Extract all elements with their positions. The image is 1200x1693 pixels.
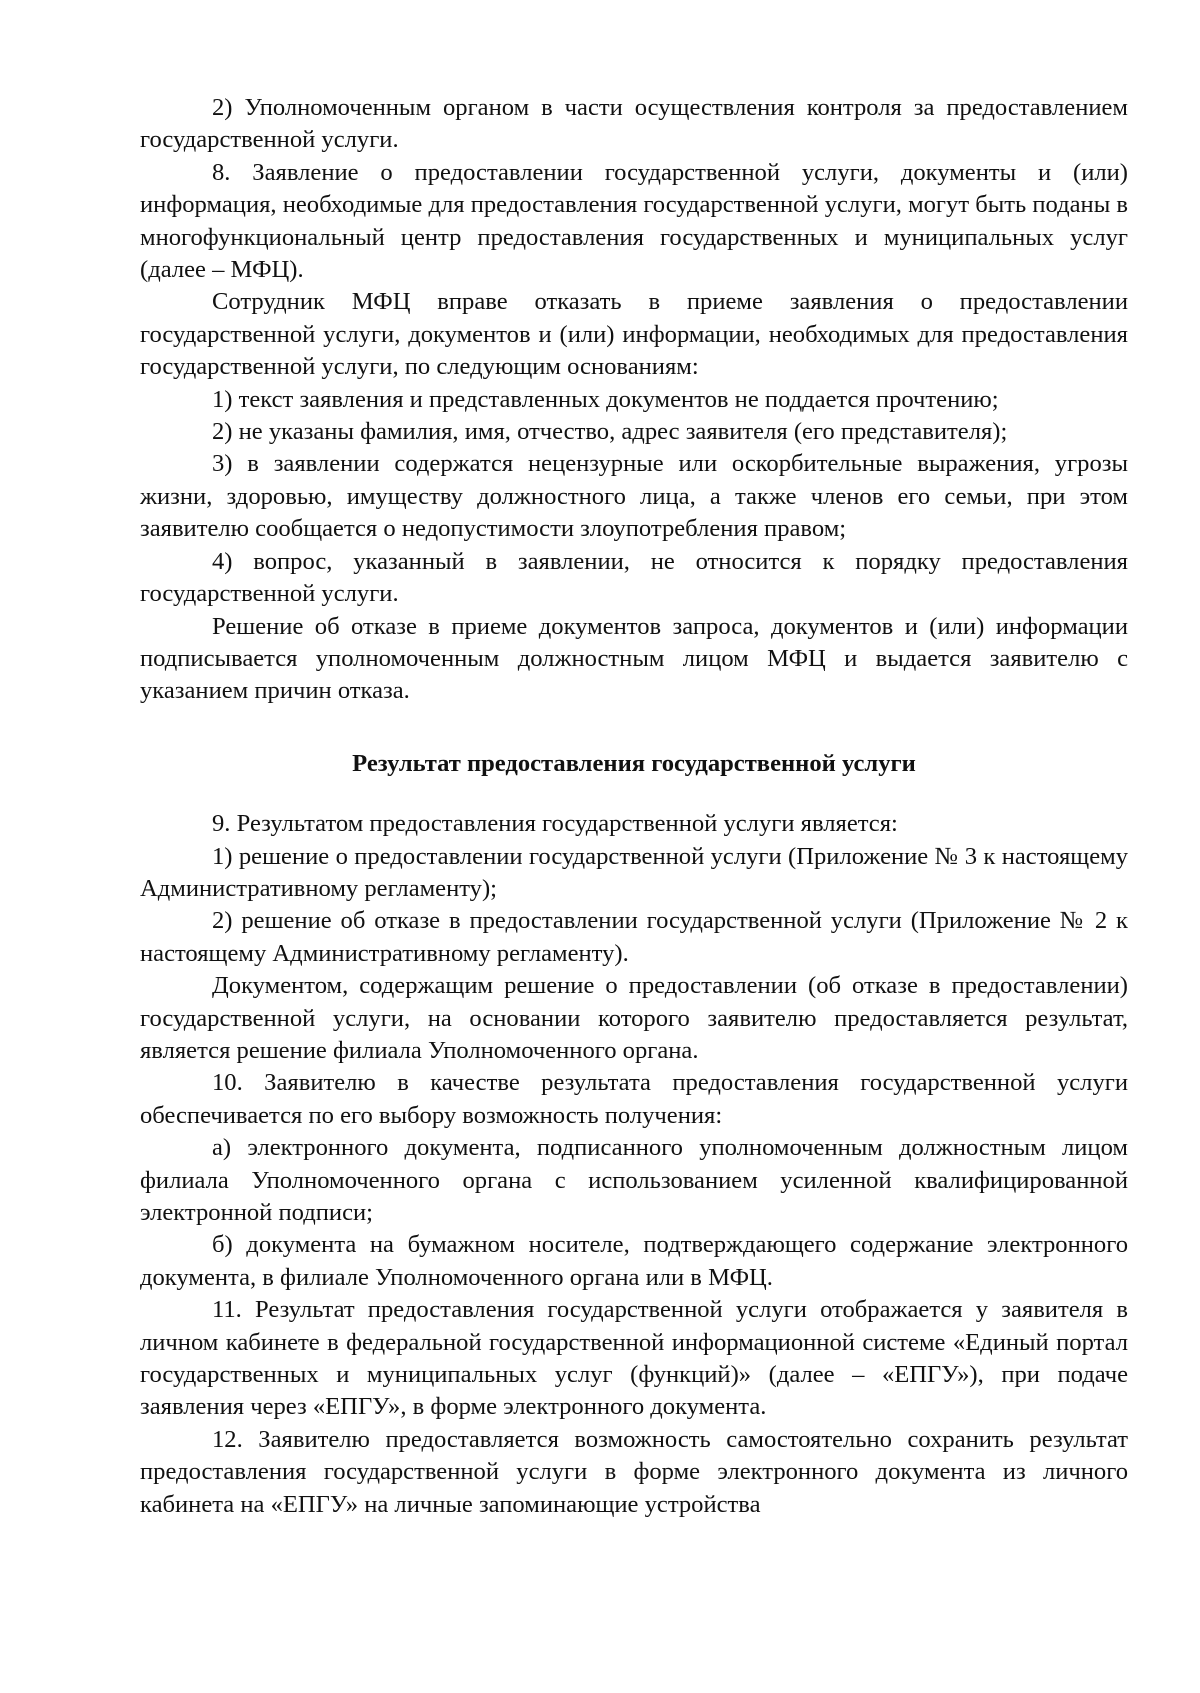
paragraph: 4) вопрос, указанный в заявлении, не относится к порядку предоставления государственной услуги. bbox=[140, 547, 1128, 608]
paragraph: Сотрудник МФЦ вправе отказать в приеме заявления о предоставлении государственной услуги, документов и (или) информации, необходимых для предоставления государственной услуги, по следующим основаниям: bbox=[140, 288, 1128, 381]
paragraph: 10. Заявителю в качестве результата предоставления государственной услуги обеспечивается по его выбору возможность получения: bbox=[140, 1069, 1128, 1129]
paragraph: Решение об отказе в приеме документов запроса, документов и (или) информации подписывается уполномоченным должностным лицом МФЦ и выдается заявителю с указанием причин отказа. bbox=[140, 612, 1128, 705]
paragraph: 1) текст заявления и представленных документов не поддается прочтению; bbox=[212, 385, 999, 413]
paragraph: 2) решение об отказе в предоставлении государственной услуги (Приложение № 2 к настоящему Административному регламенту). bbox=[140, 907, 1128, 967]
paragraph: б) документа на бумажном носителе, подтверждающего содержание электронного документа, в филиале Уполномоченного органа или в МФЦ. bbox=[140, 1231, 1128, 1291]
paragraph: 11. Результат предоставления государственной услуги отображается у заявителя в личном кабинете в федеральной государственной информационной системе «Единый портал государственных и муниципальных услуг (функций)» (далее – «ЕПГУ»), при подаче заявления через «ЕПГУ», в форме электронного документа. bbox=[140, 1296, 1128, 1421]
paragraph: а) электронного документа, подписанного уполномоченным должностным лицом филиала Уполномоченного органа с использованием усиленной квалифицированной электронной подписи; bbox=[140, 1134, 1128, 1226]
paragraph: 2) Уполномоченным органом в части осуществления контроля за предоставлением государственной услуги. bbox=[140, 94, 1128, 154]
paragraph: 1) решение о предоставлении государственной услуги (Приложение № 3 к настоящему Административному регламенту); bbox=[140, 842, 1128, 902]
section-heading: Результат предоставления государственной услуги bbox=[352, 749, 916, 777]
paragraph: Документом, содержащим решение о предоставлении (об отказе в предоставлении) государственной услуги, на основании которого заявителю предоставляется результат, является решение филиала Уполномоченного органа. bbox=[140, 972, 1128, 1064]
paragraph: 3) в заявлении содержатся нецензурные или оскорбительные выражения, угрозы жизни, здоровью, имуществу должностного лица, а также членов его семьи, при этом заявителю сообщается о недопустимости злоупотребления правом; bbox=[140, 450, 1128, 543]
paragraph: 12. Заявителю предоставляется возможность самостоятельно сохранить результат предоставления государственной услуги в форме электронного документа из личного кабинета на «ЕПГУ» на личные запоминающие устройства bbox=[140, 1425, 1128, 1518]
paragraph: 2) не указаны фамилия, имя, отчество, адрес заявителя (его представителя); bbox=[212, 418, 1008, 446]
document-page bbox=[140, 92, 1128, 1521]
paragraph: 8. Заявление о предоставлении государственной услуги, документы и (или) информация, необходимые для предоставления государственной услуги, могут быть поданы в многофункциональный центр предоставления государственных и муниципальных услуг (далее – МФЦ). bbox=[140, 158, 1128, 284]
paragraph: 9. Результатом предоставления государственной услуги является: bbox=[212, 810, 898, 838]
